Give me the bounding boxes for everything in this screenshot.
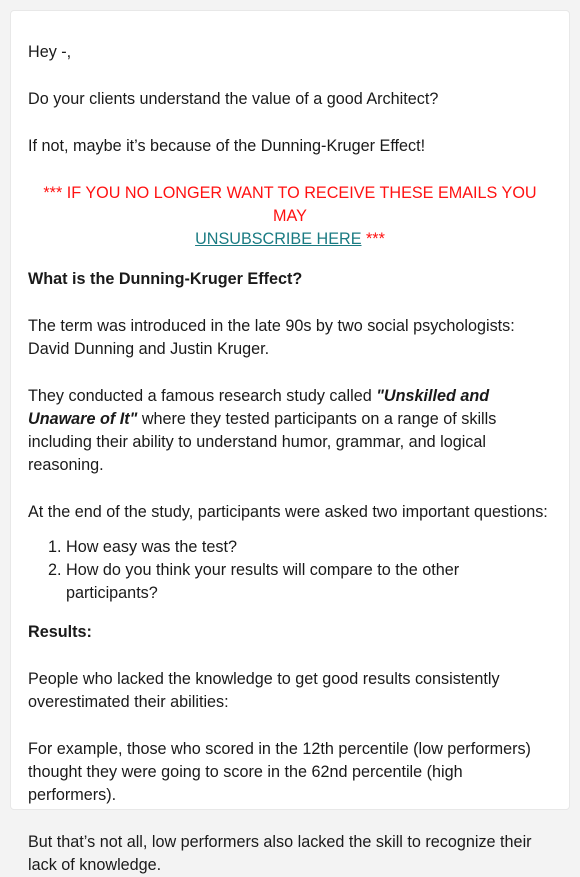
teaser-line: If not, maybe it’s because of the Dunning-Kruger Effect!: [28, 137, 426, 155]
list-item: 1. How easy was the test?: [66, 536, 552, 559]
intro-paragraph: The term was introduced in the late 90s by two social psychologists: David Dunning and Justin Kruger.: [28, 317, 515, 358]
end-of-study-paragraph: At the end of the study, participants were asked two important questions:: [28, 503, 548, 521]
study-paragraph: [28, 385, 552, 477]
results-paragraph-1: People who lacked the knowledge to get good results consistently overestimated their abilities:: [28, 670, 500, 711]
results-heading: Results:: [28, 623, 92, 641]
results-paragraph-3: But that’s not all, low performers also lacked the skill to recognize their lack of knowledge.: [28, 833, 532, 874]
study-text-before: They conducted a famous research study called: [28, 387, 377, 405]
unsubscribe-link[interactable]: UNSUBSCRIBE HERE: [195, 230, 362, 248]
questions-list: [28, 536, 552, 605]
unsubscribe-suffix: ***: [361, 230, 385, 248]
unsubscribe-notice: [28, 182, 552, 251]
section-heading: What is the Dunning-Kruger Effect?: [28, 270, 303, 288]
study-title: "Unskilled and Unaware of It": [28, 387, 490, 428]
unsubscribe-prefix: *** IF YOU NO LONGER WANT TO RECEIVE THESE EMAILS YOU MAY: [43, 184, 537, 225]
list-item: 2. How do you think your results will compare to the other participants?: [66, 559, 552, 605]
email-body: [11, 11, 569, 877]
email-card: [10, 10, 570, 874]
opening-question: Do your clients understand the value of a good Architect?: [28, 90, 439, 108]
greeting: Hey -,: [28, 43, 72, 61]
results-paragraph-2: For example, those who scored in the 12th percentile (low performers) thought they were going to score in the 62nd percentile (high performers).: [28, 740, 531, 804]
study-text-after: where they tested participants on a range of skills including their ability to understand humor, grammar, and logical reasoning.: [28, 410, 497, 474]
